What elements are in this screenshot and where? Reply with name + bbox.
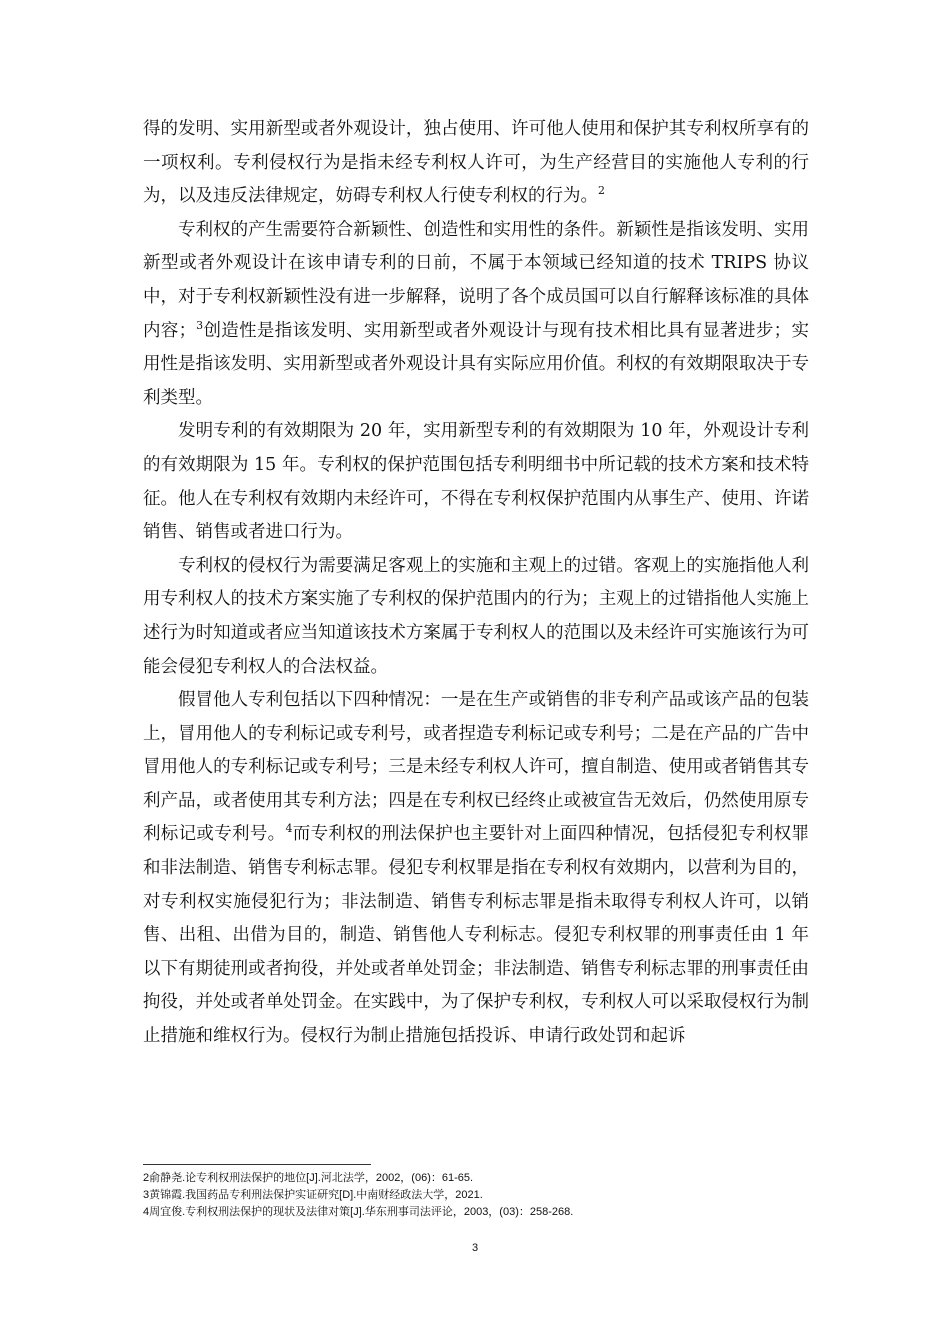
paragraph-text: 专利权的侵权行为需要满足客观上的实施和主观上的过错。客观上的实施指他人利用专利权人的技术方案实施了专利权的保护范围内的行为；主观上的过错指他人实施上述行为时知道或者应当知道该技术方案属于专利权人的范围以及未经许可实施该行为可能会侵犯专利权人的合法权益。 (143, 555, 809, 677)
footnote-reference: 3 (196, 318, 204, 332)
footnotes (143, 1170, 809, 1221)
paragraph-text: 得的发明、实用新型或者外观设计，独占使用、许可他人使用和保护其专利权所享有的一项权利。专利侵权行为是指未经专利权人许可，为生产经营目的实施他人专利的行为，以及违反法律规定，妨碍专利权人行使专利权的行为。 (143, 119, 809, 207)
paragraph-2 (143, 214, 809, 416)
paragraph-text: 而专利权的刑法保护也主要针对上面四种情况，包括侵犯专利权罪和非法制造、销售专利标志罪。侵犯专利权罪是指在专利权有效期内，以营利为目的，对专利权实施侵犯行为；非法制造、销售专利标志罪是指未取得专利权人许可，以销售、出租、出借为目的，制造、销售他人专利标志。侵犯专利权罪的刑事责任由 1 年以下有期徒刑或者拘役，并处或者单处罚金；非法制造、销售专利标志罪的刑事责任由拘役，并处或者单处罚金。在实践中，为了保护专利权，专利权人可以采取侵权行为制止措施和维权行为。侵权行为制止措施包括投诉、申请行政处罚和起诉 (143, 824, 810, 1047)
paragraph-text: 专利权的产生需要符合新颖性、创造性和实用性的条件。新颖性是指该发明、实用新型或者外观设计在该申请专利的日前，不属于本领域已经知道的技术 TRIPS 协议中，对于专利权新颖性没有进一步解释，说明了各个成员国可以自行解释该标准的具体内容； (143, 219, 809, 341)
footnote-reference: 2 (598, 184, 605, 198)
footnote-3: 3黄锦霞.我国药品专利刑法保护实证研究[D].中南财经政法大学，2021. (143, 1189, 483, 1201)
body-text (143, 113, 809, 1054)
paragraph-5 (143, 684, 809, 1054)
footnote-4: 4周宜俊.专利权刑法保护的现状及法律对策[J].华东刑事司法评论，2003，(03)：258-268. (143, 1206, 574, 1218)
paragraph-text: 假冒他人专利包括以下四种情况：一是在生产或销售的非专利产品或该产品的包装上，冒用他人的专利标记或专利号，或者捏造专利标记或专利号；二是在产品的广告中冒用他人的专利标记或专利号；三是未经专利权人许可，擅自制造、使用或者销售其专利产品，或者使用其专利方法；四是在专利权已经终止或被宣告无效后，仍然使用原专利标记或专利号。 (143, 690, 809, 845)
footnote-reference: 4 (285, 822, 293, 836)
footnote-2: 2俞静尧.论专利权刑法保护的地位[J].河北法学，2002，(06)：61-65. (143, 1172, 474, 1184)
page-number: 3 (471, 1242, 479, 1254)
paragraph-text: 发明专利的有效期限为 20 年，实用新型专利的有效期限为 10 年，外观设计专利的有效期限为 15 年。专利权的保护范围包括专利明细书中所记载的技术方案和技术特征。他人在专利权有效期内未经许可，不得在专利权保护范围内从事生产、使用、许诺销售、销售或者进口行为。 (143, 421, 809, 543)
paragraph-text: 创造性是指该发明、实用新型或者外观设计与现有技术相比具有显著进步；实用性是指该发明、实用新型或者外观设计具有实际应用价值。利权的有效期限取决于专利类型。 (143, 320, 809, 408)
paragraph-4 (143, 550, 809, 684)
footnote-separator (143, 1164, 371, 1165)
paragraph-1 (143, 113, 809, 214)
paragraph-3 (143, 415, 809, 549)
